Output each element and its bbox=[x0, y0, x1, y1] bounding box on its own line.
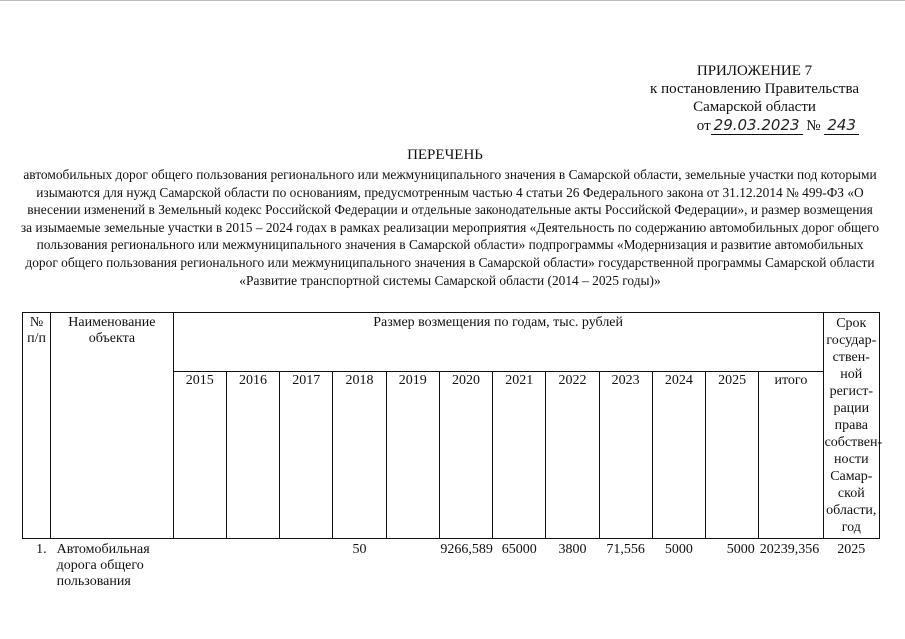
row-value bbox=[173, 539, 226, 593]
header-year: 2019 bbox=[386, 371, 439, 538]
from-label: от bbox=[696, 118, 711, 134]
header-year: 2022 bbox=[546, 371, 599, 538]
row-value bbox=[226, 539, 279, 593]
document-title: ПЕРЕЧЕНЬ bbox=[407, 147, 483, 163]
table-row bbox=[23, 539, 880, 593]
document-subtitle: автомобильных дорог общего пользования регионального или межмуниципального значения в Самарской области, земельные участки под которыми изымаются для нужд Самарской области по основаниям, предусмотренным частью 4 статьи 26 Федерального закона от 31.12.2014 № 499-ФЗ «О внесении изменений в Земельный кодекс Российской Федерации и отдельные законодательные акты Российской Федерации», и размер возмещения за изымаемые земельные участки в 2015 – 2024 годах в рамках реализации мероприятия «Деятельность по содержанию автомобильных дорог общего пользования регионального или межмуниципального значения в Самарской области» подпрограммы «Модернизация и развитие автомобильных дорог общего пользования регионального или межмуниципального значения в Самарской области» государственной программы Самарской области «Развитие транспортной системы Самарской области (2014 – 2025 годы)» bbox=[20, 167, 880, 288]
row-value bbox=[386, 539, 439, 593]
header-name: Наименование объекта bbox=[51, 313, 174, 539]
annex-block bbox=[650, 62, 859, 116]
row-value bbox=[280, 539, 333, 593]
header-term: Срок государ-ствен-ной регист-рации права собствен-ности Самар-ской области, год bbox=[823, 313, 879, 539]
row-value: 3800 bbox=[558, 542, 587, 557]
handwritten-number: 243 bbox=[824, 116, 859, 135]
compensation-table bbox=[22, 312, 883, 592]
scan-top-edge bbox=[0, 0, 905, 1]
header-num: № п/п bbox=[23, 313, 51, 539]
header-year: 2024 bbox=[652, 371, 705, 538]
handwritten-date: 29.03.2023 bbox=[711, 116, 803, 135]
header-year: 2025 bbox=[706, 371, 759, 538]
row-value: 65000 bbox=[501, 542, 537, 557]
header-compensation: Размер возмещения по годам, тыс. рублей bbox=[173, 313, 823, 372]
header-year: 2021 bbox=[493, 371, 546, 538]
number-label: № bbox=[806, 118, 821, 134]
header-year: 2017 bbox=[280, 371, 333, 538]
header-year: 2023 bbox=[599, 371, 652, 538]
annex-line-1: к постановлению Правительства bbox=[650, 81, 859, 97]
annex-date-number bbox=[697, 116, 859, 135]
row-value: 9266,589 bbox=[440, 542, 493, 557]
row-total: 20239,356 bbox=[759, 542, 820, 557]
header-year: 2018 bbox=[333, 371, 386, 538]
row-value: 50 bbox=[352, 542, 367, 557]
annex-title: ПРИЛОЖЕНИЕ 7 bbox=[696, 63, 813, 79]
row-value: 5000 bbox=[726, 542, 755, 557]
row-value: 71,556 bbox=[606, 542, 645, 557]
header-total: итого bbox=[759, 371, 823, 538]
header-year: 2020 bbox=[439, 371, 492, 538]
annex-line-2: Самарской области bbox=[693, 99, 816, 115]
row-value: 5000 bbox=[664, 542, 693, 557]
row-num: 1. bbox=[36, 542, 47, 557]
row-name: Автомобильная дорога общего пользования bbox=[56, 542, 150, 589]
header-row-1 bbox=[23, 313, 880, 372]
header-year: 2015 bbox=[173, 371, 226, 538]
row-term: 2025 bbox=[837, 542, 866, 557]
header-year: 2016 bbox=[226, 371, 279, 538]
